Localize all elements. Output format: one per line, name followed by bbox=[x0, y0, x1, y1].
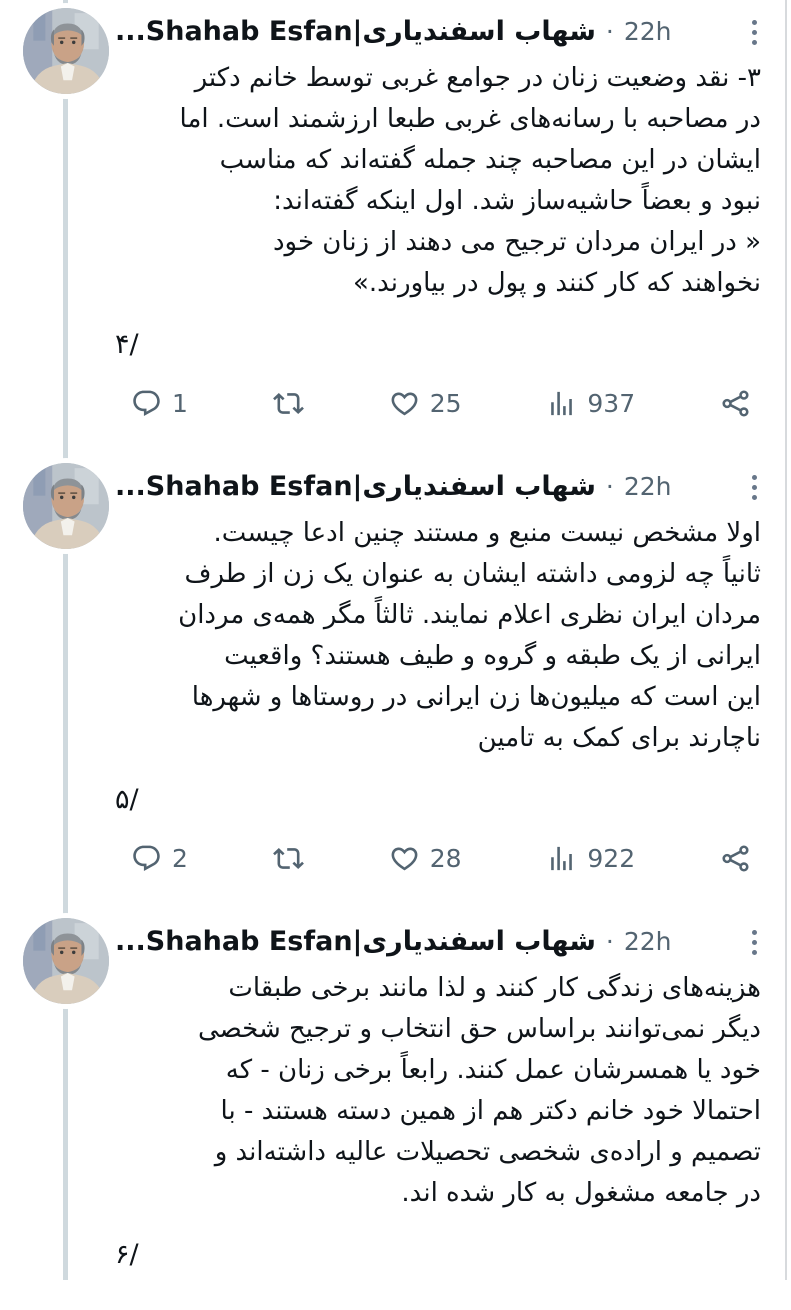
tweet[interactable] bbox=[0, 910, 791, 1310]
tweet-content bbox=[115, 8, 761, 419]
display-name[interactable] bbox=[115, 471, 596, 502]
thread-page-marker: ۴/ bbox=[115, 329, 139, 360]
reply-button[interactable] bbox=[131, 388, 188, 419]
like-button[interactable] bbox=[389, 388, 462, 419]
more-menu-button[interactable] bbox=[748, 18, 761, 47]
views-bar-chart-icon bbox=[546, 843, 577, 874]
profile-photo-icon bbox=[23, 918, 109, 1004]
tweet-text-line: اولا مشخص نیست منبع و مستند چنین ادعا چیست. bbox=[213, 518, 761, 548]
scrollbar-track[interactable] bbox=[785, 0, 787, 1280]
reply-icon bbox=[131, 843, 162, 874]
timestamp[interactable]: 22h bbox=[623, 16, 672, 46]
share-icon bbox=[720, 843, 751, 874]
tweet-text-line: احتمالا خود خانم دکتر هم از همین دسته هستند - با bbox=[220, 1096, 761, 1126]
dot-separator: · bbox=[605, 926, 614, 956]
more-menu-button[interactable] bbox=[748, 928, 761, 957]
tweet-text-line: ناچارند برای کمک به تامین bbox=[477, 723, 761, 753]
timestamp[interactable]: 22h bbox=[623, 471, 672, 501]
tweet-text-line: ۳- نقد وضعیت زنان در جوامع غربی توسط خانم دکتر bbox=[194, 63, 761, 93]
reply-count: 2 bbox=[172, 844, 188, 873]
name-persian: شهاب اسفندیاری bbox=[362, 470, 596, 502]
tweet-text bbox=[115, 513, 761, 819]
reply-icon bbox=[131, 388, 162, 419]
tweet[interactable] bbox=[0, 455, 791, 910]
views-button[interactable] bbox=[546, 388, 635, 419]
tweet-text bbox=[115, 58, 761, 364]
avatar[interactable] bbox=[23, 463, 109, 549]
name-pipe: | bbox=[352, 470, 363, 502]
like-count: 25 bbox=[429, 389, 462, 418]
name-truncation: ... bbox=[115, 925, 146, 957]
tweet-text-line: نبود و بعضاً حاشیه‌ساز شد. اول اینکه گفته‌اند: bbox=[273, 186, 761, 216]
profile-photo-icon bbox=[23, 8, 109, 94]
views-bar-chart-icon bbox=[546, 388, 577, 419]
name-latin: Shahab Esfan bbox=[145, 925, 353, 957]
tweet-text-line: این است که میلیون‌ها زن ایرانی در روستاها و شهرها bbox=[191, 682, 761, 712]
engagement-bar bbox=[115, 388, 761, 419]
timestamp[interactable]: 22h bbox=[623, 926, 672, 956]
tweet-header bbox=[115, 922, 761, 960]
tweet-text-line: خود یا همسرشان عمل کنند. رابعاً برخی زنان - که bbox=[225, 1055, 761, 1085]
share-icon bbox=[720, 388, 751, 419]
more-vertical-icon bbox=[752, 475, 757, 480]
name-persian: شهاب اسفندیاری bbox=[362, 925, 596, 957]
reply-count: 1 bbox=[172, 389, 188, 418]
heart-icon bbox=[389, 388, 420, 419]
name-pipe: | bbox=[352, 15, 363, 47]
tweet-text-line: ایشان در این مصاحبه چند جمله گفته‌اند که مناسب bbox=[219, 145, 761, 175]
like-button[interactable] bbox=[389, 843, 462, 874]
tweet-content bbox=[115, 463, 761, 874]
tweet-text-line: « در ایران مردان ترجیح می دهند از زنان خود bbox=[272, 227, 761, 257]
avatar-column bbox=[12, 463, 115, 874]
share-button[interactable] bbox=[720, 388, 751, 419]
share-button[interactable] bbox=[720, 843, 751, 874]
name-latin: Shahab Esfan bbox=[145, 15, 353, 47]
tweet-text-line: ایرانی از یک طبقه و گروه و طیف هستند؟ واقعیت bbox=[224, 641, 761, 671]
reply-button[interactable] bbox=[131, 843, 188, 874]
name-pipe: | bbox=[352, 925, 363, 957]
more-vertical-icon bbox=[752, 930, 757, 935]
tweet-text-line: در جامعه مشغول به کار شده اند. bbox=[401, 1178, 761, 1208]
thread-page-marker: ۶/ bbox=[115, 1239, 139, 1270]
tweet-text-line: تصمیم و اراده‌ی شخصی تحصیلات عالیه داشته‌اند و bbox=[214, 1137, 761, 1167]
tweet-text-line: نخواهند که کار کنند و پول در بیاورند.» bbox=[352, 268, 761, 298]
avatar-column bbox=[12, 918, 115, 1274]
tweet-text-line: در مصاحبه با رسانه‌های غربی طبعا ارزشمند است. اما bbox=[179, 104, 761, 134]
like-count: 28 bbox=[429, 844, 462, 873]
name-truncation: ... bbox=[115, 470, 146, 502]
dot-separator: · bbox=[605, 471, 614, 501]
avatar[interactable] bbox=[23, 8, 109, 94]
tweet-header bbox=[115, 467, 761, 505]
more-menu-button[interactable] bbox=[748, 473, 761, 502]
retweet-button[interactable] bbox=[273, 388, 304, 419]
tweet-header bbox=[115, 12, 761, 50]
name-latin: Shahab Esfan bbox=[145, 470, 353, 502]
heart-icon bbox=[389, 843, 420, 874]
tweet-text bbox=[115, 968, 761, 1274]
engagement-bar bbox=[115, 843, 761, 874]
dot-separator: · bbox=[605, 16, 614, 46]
views-button[interactable] bbox=[546, 843, 635, 874]
retweet-button[interactable] bbox=[273, 843, 304, 874]
more-vertical-icon bbox=[752, 20, 757, 25]
views-count: 937 bbox=[587, 389, 636, 418]
display-name[interactable] bbox=[115, 926, 596, 957]
tweet-text-line: هزینه‌های زندگی کار کنند و لذا مانند برخی طبقات bbox=[228, 973, 761, 1003]
retweet-icon bbox=[273, 843, 304, 874]
profile-photo-icon bbox=[23, 463, 109, 549]
display-name[interactable] bbox=[115, 16, 596, 47]
avatar-column bbox=[12, 8, 115, 419]
tweet-text-line: مردان ایران نظری اعلام نمایند. ثالثاً مگر همه‌ی مردان bbox=[178, 600, 761, 630]
tweet-text-line: دیگر نمی‌توانند براساس حق انتخاب و ترجیح شخصی bbox=[197, 1014, 761, 1044]
avatar[interactable] bbox=[23, 918, 109, 1004]
name-persian: شهاب اسفندیاری bbox=[362, 15, 596, 47]
name-truncation: ... bbox=[115, 15, 146, 47]
tweet-text-line: ثانیاً چه لزومی داشته ایشان به عنوان یک زن از طرف bbox=[184, 559, 761, 589]
tweet-content bbox=[115, 918, 761, 1274]
tweet[interactable] bbox=[0, 0, 791, 455]
retweet-icon bbox=[273, 388, 304, 419]
views-count: 922 bbox=[587, 844, 636, 873]
thread-page-marker: ۵/ bbox=[115, 784, 139, 815]
